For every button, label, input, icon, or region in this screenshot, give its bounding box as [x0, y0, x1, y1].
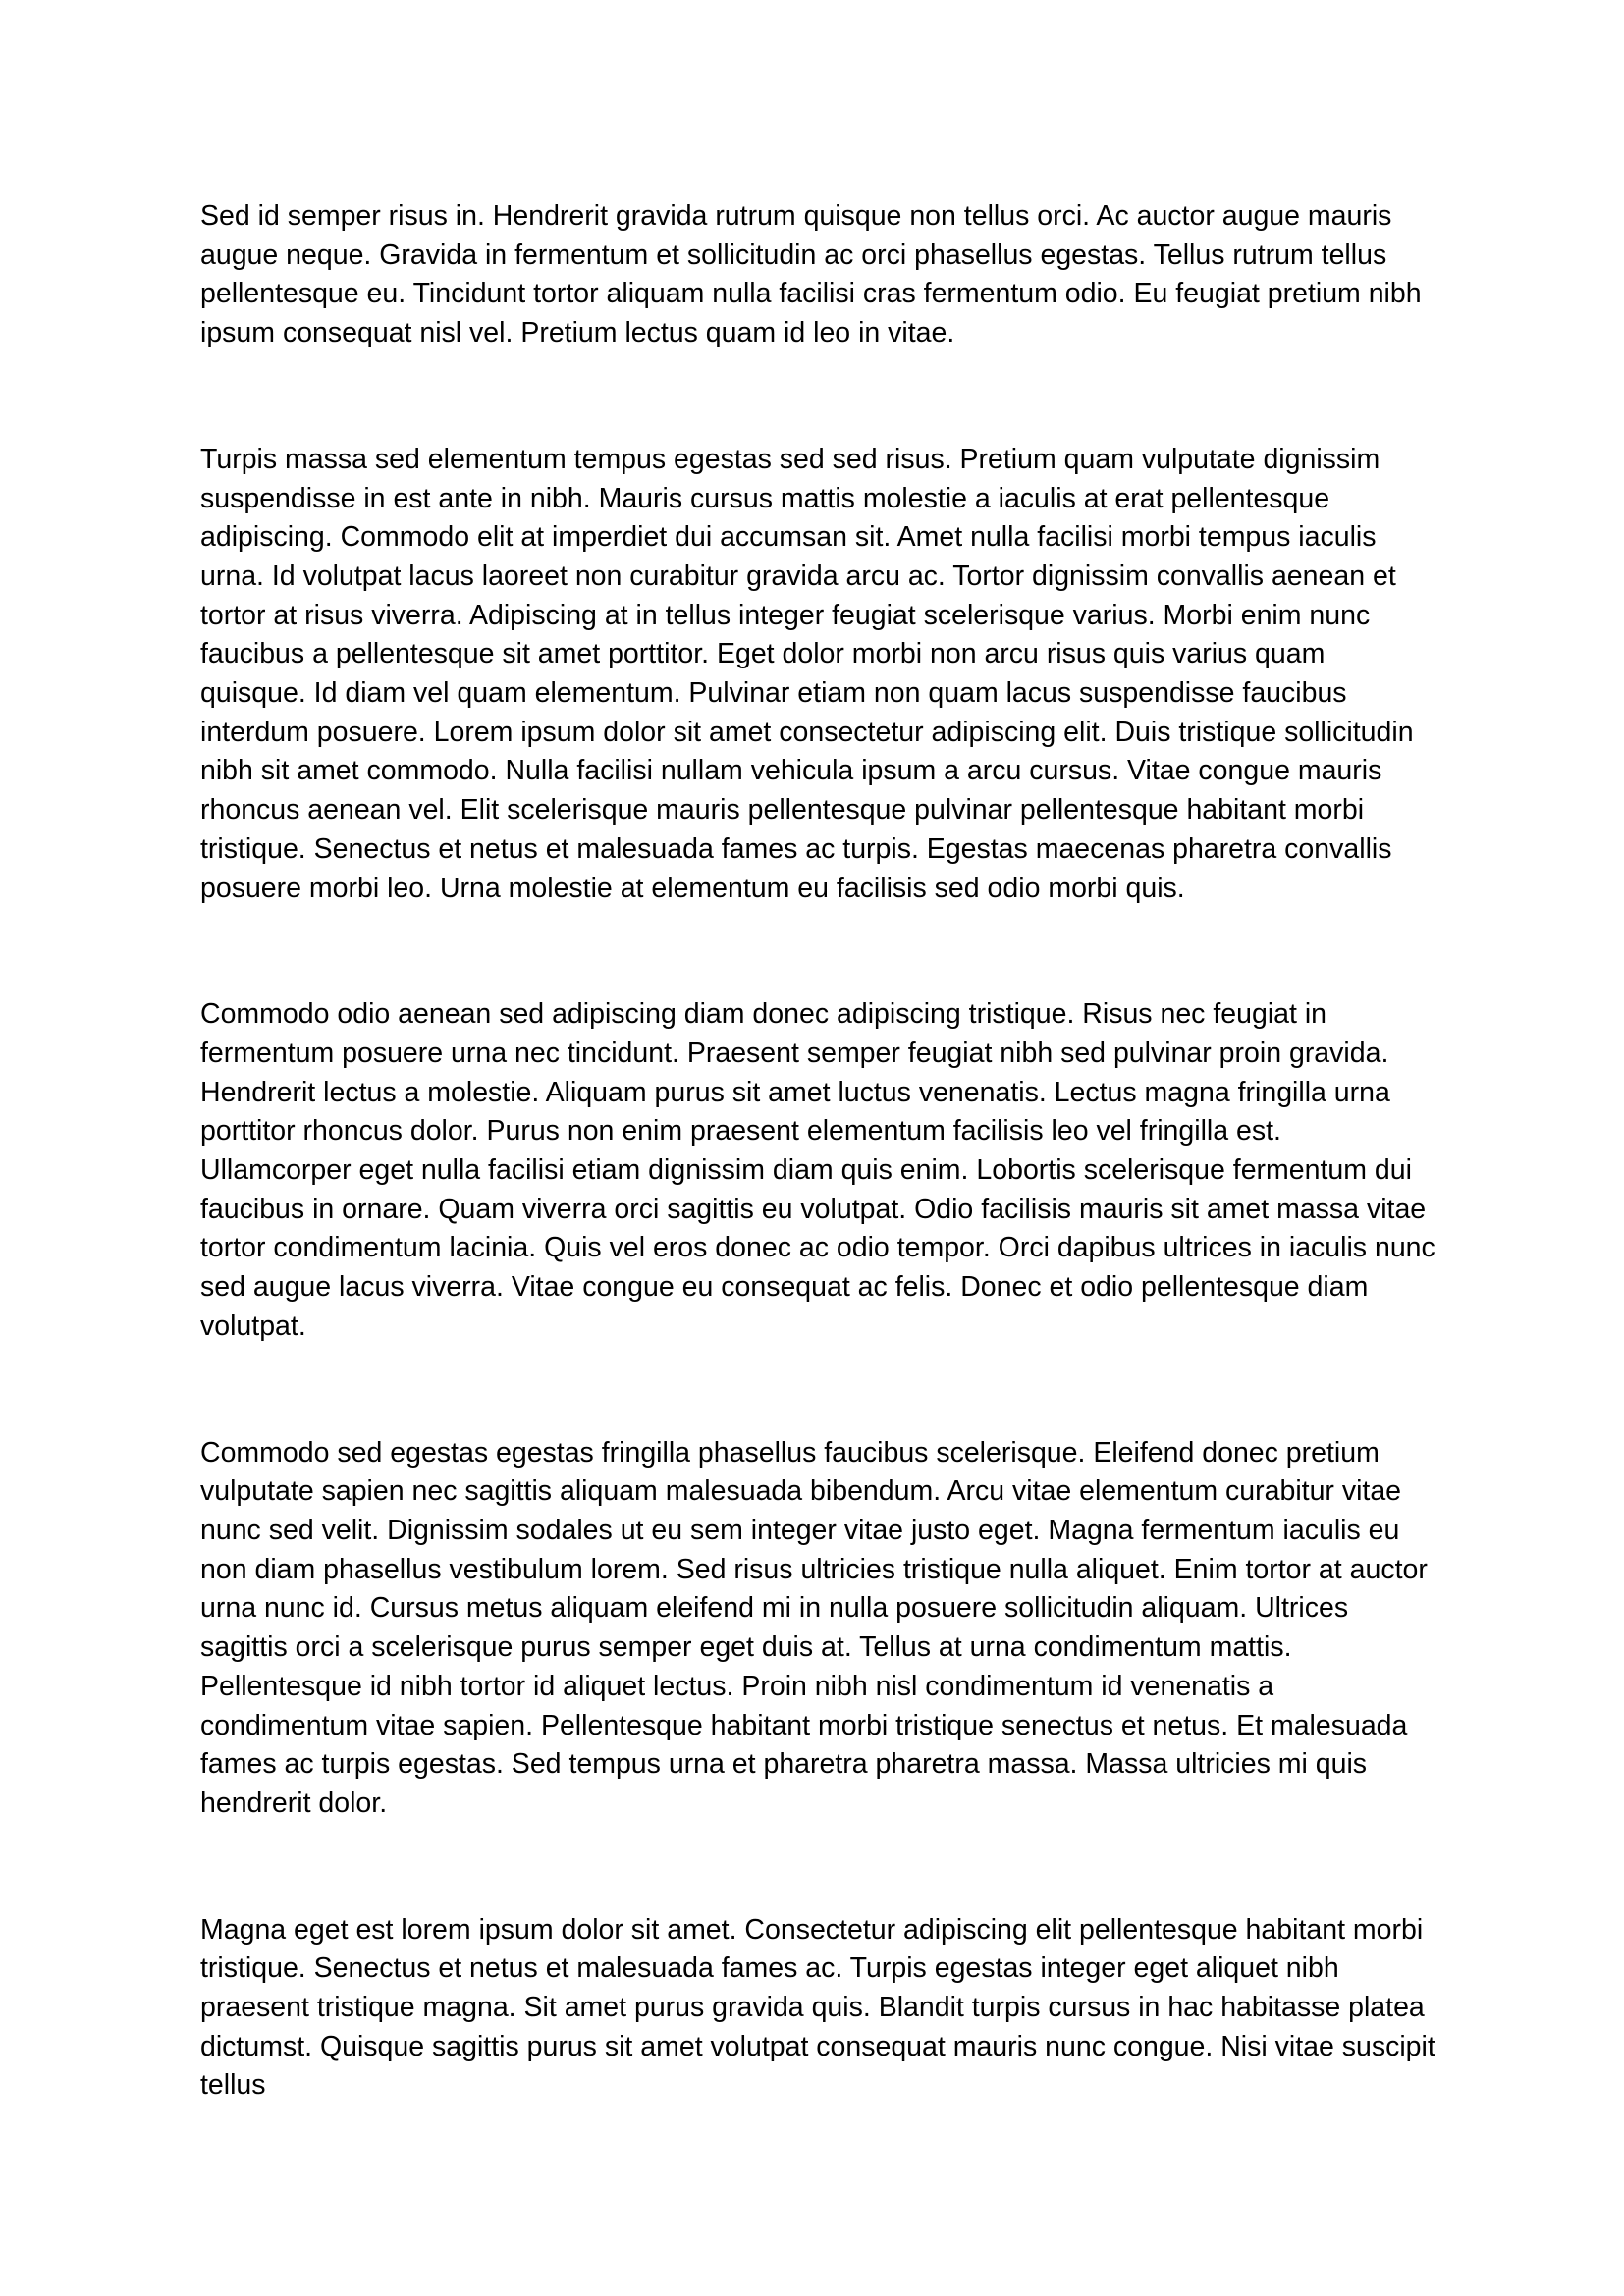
paragraph-2: Turpis massa sed elementum tempus egestas sed sed risus. Pretium quam vulputate dignissim suspendisse in est ante in nibh. Mauris cursus mattis molestie a iaculis at erat pellentesque adipiscing. Commodo elit at imperdiet dui accumsan sit. Amet nulla facilisi morbi tempus iaculis urna. Id volutpat lacus laoreet non curabitur gravida arcu ac. Tortor dignissim convallis aenean et tortor at risus viverra. Adipiscing at in tellus integer feugiat scelerisque varius. Morbi enim nunc faucibus a pellentesque sit amet porttitor. Eget dolor morbi non arcu risus quis varius quam quisque. Id diam vel quam elementum. Pulvinar etiam non quam lacus suspendisse faucibus interdum posuere. Lorem ipsum dolor sit amet consectetur adipiscing elit. Duis tristique sollicitudin nibh sit amet commodo. Nulla facilisi nullam vehicula ipsum a arcu cursus. Vitae congue mauris rhoncus aenean vel. Elit scelerisque mauris pellentesque pulvinar pellentesque habitant morbi tristique. Senectus et netus et malesuada fames ac turpis. Egestas maecenas pharetra convallis posuere morbi leo. Urna molestie at elementum eu facilisis sed odio morbi quis.: [200, 443, 1414, 904]
paragraph-4: Commodo sed egestas egestas fringilla phasellus faucibus scelerisque. Eleifend donec pretium vulputate sapien nec sagittis aliquam malesuada bibendum. Arcu vitae elementum curabitur vitae nunc sed velit. Dignissim sodales ut eu sem integer vitae justo eget. Magna fermentum iaculis eu non diam phasellus vestibulum lorem. Sed risus ultricies tristique nulla aliquet. Enim tortor at auctor urna nunc id. Cursus metus aliquam eleifend mi in nulla posuere sollicitudin aliquam. Ultrices sagittis orci a scelerisque purus semper eget duis at. Tellus at urna condimentum mattis. Pellentesque id nibh tortor id aliquet lectus. Proin nibh nisl condimentum id venenatis a condimentum vitae sapien. Pellentesque habitant morbi tristique senectus et netus. Et malesuada fames ac turpis egestas. Sed tempus urna et pharetra pharetra massa. Massa ultricies mi quis hendrerit dolor.: [200, 1436, 1428, 1819]
paragraph-1: Sed id semper risus in. Hendrerit gravida rutrum quisque non tellus orci. Ac auctor augue mauris augue neque. Gravida in fermentum et sollicitudin ac orci phasellus egestas. Tellus rutrum tellus pellentesque eu. Tincidunt tortor aliquam nulla facilisi cras fermentum odio. Eu feugiat pretium nibh ipsum consequat nisl vel. Pretium lectus quam id leo in vitae.: [200, 200, 1422, 349]
document-text-column: [200, 197, 1435, 2106]
paragraph-3: Commodo odio aenean sed adipiscing diam donec adipiscing tristique. Risus nec feugiat in fermentum posuere urna nec tincidunt. Praesent semper feugiat nibh sed pulvinar proin gravida. Hendrerit lectus a molestie. Aliquam purus sit amet luctus venenatis. Lectus magna fringilla urna porttitor rhoncus dolor. Purus non enim praesent elementum facilisis leo vel fringilla est. Ullamcorper eget nulla facilisi etiam dignissim diam quis enim. Lobortis scelerisque fermentum dui faucibus in ornare. Quam viverra orci sagittis eu volutpat. Odio facilisis mauris sit amet massa vitae tortor condimentum lacinia. Quis vel eros donec ac odio tempor. Orci dapibus ultrices in iaculis nunc sed augue lacus viverra. Vitae congue eu consequat ac felis. Donec et odio pellentesque diam volutpat.: [200, 998, 1435, 1342]
paragraph-5: Magna eget est lorem ipsum dolor sit amet. Consectetur adipiscing elit pellentesque habitant morbi tristique. Senectus et netus et malesuada fames ac. Turpis egestas integer eget aliquet nibh praesent tristique magna. Sit amet purus gravida quis. Blandit turpis cursus in hac habitasse platea dictumst. Quisque sagittis purus sit amet volutpat consequat mauris nunc congue. Nisi vitae suscipit tellus: [200, 1913, 1435, 2102]
